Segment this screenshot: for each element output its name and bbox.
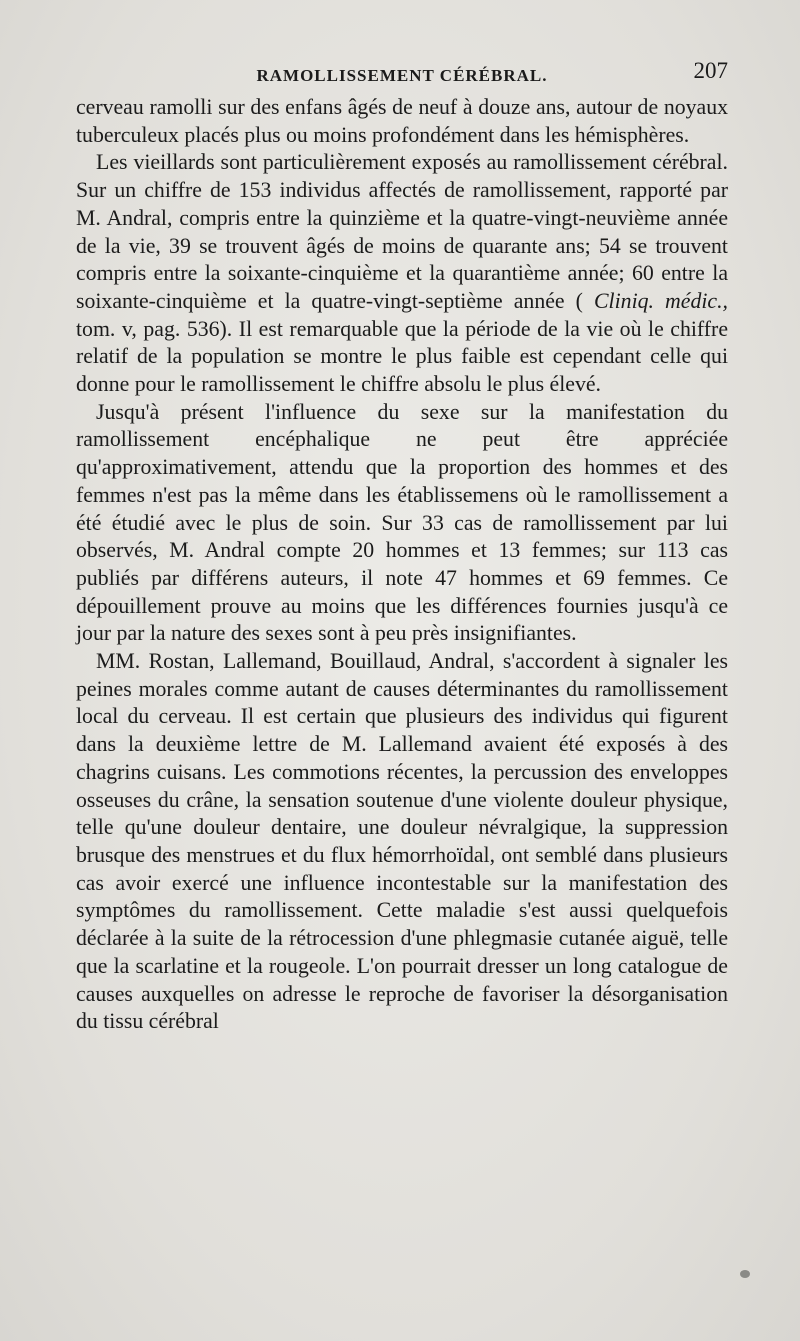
page-header: [76, 58, 728, 92]
page-number: 207: [693, 58, 728, 83]
paragraph-2-text-before: Les vieillards sont particulièrement exposés au ramollissement cérébral. Sur un chiffre de 153 individus affectés de ramollissement, rapporté par M. Andral, compris entre la quinzième et la quatre-vingt-neuvième année de la vie, 39 se trouvent âgés de moins de quarante ans; 54 se trouvent compris entre la soixante-cinquième et la quarantième année; 60 entre la soixante-cinquième et la quatre-vingt-septième année (: [76, 150, 728, 313]
body-text: [76, 94, 728, 1036]
ink-smudge: [740, 1270, 750, 1278]
paragraph-2: [76, 149, 728, 398]
citation: Cliniq. médic.,: [594, 288, 728, 313]
paragraph-2-text-after: tom. v, pag. 536). Il est remarquable que la période de la vie où le chiffre relatif de la population se montre le plus faible est cependant celle qui donne pour le ramollissement le chiffre absolu le plus élevé.: [76, 316, 728, 397]
paragraph-1: cerveau ramolli sur des enfans âgés de neuf à douze ans, autour de noyaux tuberculeux placés plus ou moins profondément dans les hémisphères.: [76, 95, 728, 147]
paragraph-4: MM. Rostan, Lallemand, Bouillaud, Andral, s'accordent à signaler les peines morales comme autant de causes déterminantes du ramollissement local du cerveau. Il est certain que plusieurs des individus qui figurent dans la deuxième lettre de M. Lallemand avaient été exposés à des chagrins cuisans. Les commotions récentes, la percussion des enveloppes osseuses du crâne, la sensation soutenue d'une violente douleur physique, telle qu'une douleur dentaire, une douleur névralgique, la suppression brusque des menstrues et du flux hémorrhoïdal, ont semblé dans plusieurs cas avoir exercé une influence incontestable sur la manifestation des symptômes du ramollissement. Cette maladie s'est aussi quelquefois déclarée à la suite de la rétrocession d'une phlegmasie cutanée aiguë, telle que la scarlatine et la rougeole. L'on pourrait dresser un long catalogue de causes auxquelles on adresse le reproche de favoriser la désorganisation du tissu cérébral: [76, 649, 728, 1034]
running-title: RAMOLLISSEMENT CÉRÉBRAL.: [256, 66, 548, 85]
paragraph-3: Jusqu'à présent l'influence du sexe sur la manifestation du ramollissement encéphalique ne peut être appréciée qu'approximativement, attendu que la proportion des hommes et des femmes n'est pas la même dans les établissemens où le ramollissement a été étudié avec le plus de soin. Sur 33 cas de ramollissement par lui observés, M. Andral compte 20 hommes et 13 femmes; sur 113 cas publiés par différens auteurs, il note 47 hommes et 69 femmes. Ce dépouillement prouve au moins que les différences fournies jusqu'à ce jour par la nature des sexes sont à peu près insignifiantes.: [76, 399, 728, 646]
